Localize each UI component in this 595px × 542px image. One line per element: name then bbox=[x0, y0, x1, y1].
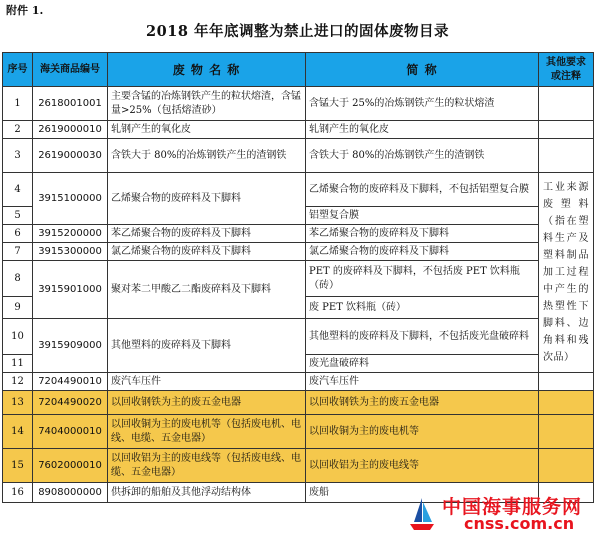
row-code: 3915100000 bbox=[33, 173, 108, 225]
document-title: 2018 年年底调整为禁止进口的固体废物目录 bbox=[146, 23, 449, 40]
row-notes-empty bbox=[539, 373, 594, 391]
row-notes-empty bbox=[539, 415, 594, 449]
row-short: 废船 bbox=[306, 483, 539, 503]
row-no: 8 bbox=[3, 261, 33, 297]
row-short: 废 PET 饮料瓶（砖） bbox=[306, 297, 539, 319]
row-name: 乙烯聚合物的废碎料及下脚料 bbox=[108, 173, 306, 225]
row-code: 3915909000 bbox=[33, 319, 108, 373]
row-code: 2618001001 bbox=[33, 87, 108, 121]
row-code: 7204490010 bbox=[33, 373, 108, 391]
table-row bbox=[3, 139, 594, 173]
row-code: 7602000010 bbox=[33, 449, 108, 483]
row-no: 10 bbox=[3, 319, 33, 355]
table-row bbox=[3, 173, 594, 207]
row-short: 废光盘破碎料 bbox=[306, 355, 539, 373]
attachment-label: 附件 1. bbox=[6, 4, 44, 17]
table-row bbox=[3, 87, 594, 121]
row-short: 废汽车压件 bbox=[306, 373, 539, 391]
table-row bbox=[3, 261, 594, 297]
row-name: 以回收铜为主的废电机等（包括废电机、电线、电缆、五金电器） bbox=[108, 415, 306, 449]
row-name: 轧钢产生的氧化皮 bbox=[108, 121, 306, 139]
header-no: 序号 bbox=[3, 53, 33, 87]
row-code: 2619000030 bbox=[33, 139, 108, 173]
row-no: 7 bbox=[3, 243, 33, 261]
table-row-highlighted bbox=[3, 415, 594, 449]
notes-industrial-plastic: 工业来源废塑料（指在塑料生产及塑料制品加工过程中产生的热塑性下脚料、边角料和残次品） bbox=[539, 173, 594, 373]
row-code: 3915200000 bbox=[33, 225, 108, 243]
row-name: 以回收铝为主的废电线等（包括废电线、电缆、五金电器） bbox=[108, 449, 306, 483]
row-no: 1 bbox=[3, 87, 33, 121]
row-short: 苯乙烯聚合物的废碎料及下脚料 bbox=[306, 225, 539, 243]
row-short: 乙烯聚合物的废碎料及下脚料，不包括铝塑复合膜 bbox=[306, 173, 539, 207]
row-short: 含锰大于 25%的冶炼钢铁产生的粒状熔渣 bbox=[306, 87, 539, 121]
row-name: 其他塑料的废碎料及下脚料 bbox=[108, 319, 306, 373]
row-code: 3915300000 bbox=[33, 243, 108, 261]
row-notes-empty bbox=[539, 449, 594, 483]
table-row bbox=[3, 225, 594, 243]
row-notes-empty bbox=[539, 391, 594, 415]
row-short: 以回收钢铁为主的废五金电器 bbox=[306, 391, 539, 415]
ship-logo-icon bbox=[404, 494, 440, 532]
row-notes-empty bbox=[539, 139, 594, 173]
row-code: 8908000000 bbox=[33, 483, 108, 503]
row-name: 废汽车压件 bbox=[108, 373, 306, 391]
row-name: 主要含锰的冶炼钢铁产生的粒状熔渣，含锰量>25%（包括熔渣砂） bbox=[108, 87, 306, 121]
table-row bbox=[3, 319, 594, 355]
row-short: 铝塑复合膜 bbox=[306, 207, 539, 225]
row-short: 以回收铜为主的废电机等 bbox=[306, 415, 539, 449]
row-short: PET 的废碎料及下脚料，不包括废 PET 饮料瓶（砖） bbox=[306, 261, 539, 297]
row-name: 氯乙烯聚合物的废碎料及下脚料 bbox=[108, 243, 306, 261]
row-short: 以回收铝为主的废电线等 bbox=[306, 449, 539, 483]
row-no: 15 bbox=[3, 449, 33, 483]
row-code: 3915901000 bbox=[33, 261, 108, 319]
watermark-site-name: 中国海事服务网 bbox=[442, 496, 583, 518]
header-short: 简 称 bbox=[306, 53, 539, 87]
row-name: 苯乙烯聚合物的废碎料及下脚料 bbox=[108, 225, 306, 243]
watermark-logo bbox=[404, 490, 589, 538]
row-short: 氯乙烯聚合物的废碎料及下脚料 bbox=[306, 243, 539, 261]
row-no: 5 bbox=[3, 207, 33, 225]
row-notes-empty bbox=[539, 121, 594, 139]
table-row bbox=[3, 243, 594, 261]
row-no: 13 bbox=[3, 391, 33, 415]
row-notes-empty bbox=[539, 87, 594, 121]
row-name: 以回收钢铁为主的废五金电器 bbox=[108, 391, 306, 415]
row-name: 含铁大于 80%的冶炼钢铁产生的渣钢铁 bbox=[108, 139, 306, 173]
row-no: 16 bbox=[3, 483, 33, 503]
row-name: 供拆卸的船舶及其他浮动结构体 bbox=[108, 483, 306, 503]
row-no: 2 bbox=[3, 121, 33, 139]
header-code: 海关商品编号 bbox=[33, 53, 108, 87]
row-short: 轧钢产生的氧化皮 bbox=[306, 121, 539, 139]
header-name: 废 物 名 称 bbox=[108, 53, 306, 87]
row-no: 3 bbox=[3, 139, 33, 173]
row-no: 12 bbox=[3, 373, 33, 391]
row-code: 2619000010 bbox=[33, 121, 108, 139]
table-row bbox=[3, 121, 594, 139]
row-no: 4 bbox=[3, 173, 33, 207]
row-code: 7204490020 bbox=[33, 391, 108, 415]
row-no: 14 bbox=[3, 415, 33, 449]
row-no: 6 bbox=[3, 225, 33, 243]
table-row-highlighted bbox=[3, 391, 594, 415]
table-row bbox=[3, 373, 594, 391]
header-notes: 其他要求或注释 bbox=[539, 53, 594, 87]
table-header-row bbox=[3, 53, 594, 87]
watermark-url: cnss.com.cn bbox=[464, 514, 575, 533]
row-short: 含铁大于 80%的冶炼钢铁产生的渣钢铁 bbox=[306, 139, 539, 173]
table-row-highlighted bbox=[3, 449, 594, 483]
row-name: 聚对苯二甲酸乙二酯废碎料及下脚料 bbox=[108, 261, 306, 319]
row-short: 其他塑料的废碎料及下脚料，不包括废光盘破碎料 bbox=[306, 319, 539, 355]
row-no: 9 bbox=[3, 297, 33, 319]
waste-catalog-table bbox=[2, 52, 594, 503]
row-code: 7404000010 bbox=[33, 415, 108, 449]
row-no: 11 bbox=[3, 355, 33, 373]
